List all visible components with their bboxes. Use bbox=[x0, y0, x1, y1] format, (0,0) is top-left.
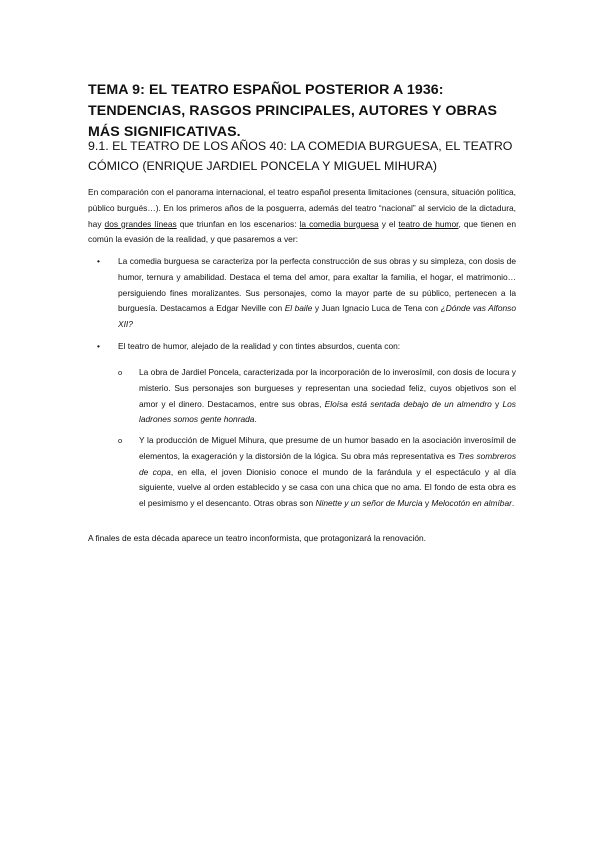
work-los-ladrones: Los ladrones somos gente honrada bbox=[139, 398, 516, 425]
sub-2-text-3: y bbox=[422, 498, 432, 509]
bullet-item-comedia-burguesa bbox=[88, 254, 516, 333]
bullet-item-teatro-de-humor bbox=[88, 339, 516, 355]
bullet-1-text-2: y Juan Ignacio Luca de Tena con bbox=[312, 303, 441, 314]
sub-2-text: Y la producción de Miguel Mihura, que presume de un humor basado en la asociación inverosímil de elementos, la exageración y la distorsión de la lógica. Su obra más representativa es bbox=[139, 435, 516, 461]
intro-text-1: En comparación con el panorama internacional, el teatro español presenta limitaciones (censura, situación política, público burgués…). En los primeros años de la posguerra, además del teatro “nacional” al servicio de la dictadura, hay bbox=[88, 187, 516, 229]
sub-2-text-2: , en ella, el joven Dionisio conoce el mundo de la farándula y el espectáculo y al día siguiente, vuelve al orden establecido y se casa con una chica que no ama. El fondo de esta obra es el pesimismo y el desencanto. Otras obras son bbox=[139, 466, 516, 509]
sub-1-text: La obra de Jardiel Poncela, caracterizada por la incorporación de lo inverosímil, con dosis de locura y misterio. Sus personajes son burgueses y representan una sociedad feliz, cuyos objetivos son el amor y el dinero. Destacamos, entre sus obras, bbox=[139, 367, 516, 409]
sub-list-2 bbox=[118, 433, 516, 512]
bullet-icon: • bbox=[97, 341, 100, 351]
intro-text-2: que triunfan en los escenarios: bbox=[176, 218, 300, 229]
underlined-teatro-de-humor: teatro de humor bbox=[398, 218, 459, 229]
closing-paragraph: A finales de esta década aparece un teatro inconformista, que protagonizará la renovación. bbox=[88, 533, 427, 543]
underlined-comedia-burguesa: la comedia burguesa bbox=[299, 218, 379, 229]
work-tres-sombreros: Tres sombreros de copa bbox=[139, 450, 517, 477]
sub-item-miguel-mihura bbox=[118, 433, 516, 512]
work-donde-vas-alfonso-xii: ¿Dónde vas Alfonso XII? bbox=[118, 303, 517, 330]
work-melocoton: Melocotón en almíbar bbox=[431, 498, 512, 509]
bullet-icon: • bbox=[97, 256, 100, 266]
intro-paragraph bbox=[88, 185, 516, 248]
bullet-1-text: La comedia burguesa se caracteriza por la perfecta construcción de sus obras y su simpleza, con dosis de humor, ternura y amabilidad. Destaca el tema del amor, para exaltar la familia, el hogar, el matrimonio… persiguiendo fines moralizantes. Sus personajes, como la mayor parte de su público, pertenecen a la burguesía. Destacamos a Edgar Neville con bbox=[118, 256, 516, 314]
sub-2-text-4: . bbox=[511, 498, 515, 509]
section-heading: 9.1. EL TEATRO DE LOS AÑOS 40: LA COMEDIA BURGUESA, EL TEATRO CÓMICO (ENRIQUE JARDIEL PONCELA Y MIGUEL MIHURA) bbox=[88, 139, 513, 173]
work-eloisa: Eloísa está sentada debajo de un almendro bbox=[324, 398, 492, 409]
sub-bullet-icon: o bbox=[118, 436, 123, 445]
sub-bullet-icon: o bbox=[118, 368, 123, 377]
sub-1-text-3: . bbox=[254, 414, 257, 425]
work-el-baile: El baile bbox=[284, 303, 313, 314]
intro-text-3: y el bbox=[378, 218, 399, 229]
intro-text-4: , que tienen en común la evasión de la realidad, y que pasaremos a ver: bbox=[88, 218, 516, 245]
bullet-list-2 bbox=[88, 339, 516, 355]
sub-list-1 bbox=[118, 365, 516, 428]
sub-1-text-2: y bbox=[491, 398, 503, 409]
sub-item-jardiel-poncela bbox=[118, 365, 516, 428]
work-ninette: Ninette y un señor de Murcia bbox=[315, 498, 423, 509]
bullet-2-text: El teatro de humor, alejado de la realidad y con tintes absurdos, cuenta con: bbox=[118, 341, 401, 351]
bullet-list-1 bbox=[88, 254, 516, 333]
underlined-dos-grandes-lineas: dos grandes líneas bbox=[104, 218, 177, 229]
page-title: TEMA 9: EL TEATRO ESPAÑOL POSTERIOR A 1936: TENDENCIAS, RASGOS PRINCIPALES, AUTORES Y OBRAS MÁS SIGNIFICATIVAS. bbox=[88, 82, 498, 140]
